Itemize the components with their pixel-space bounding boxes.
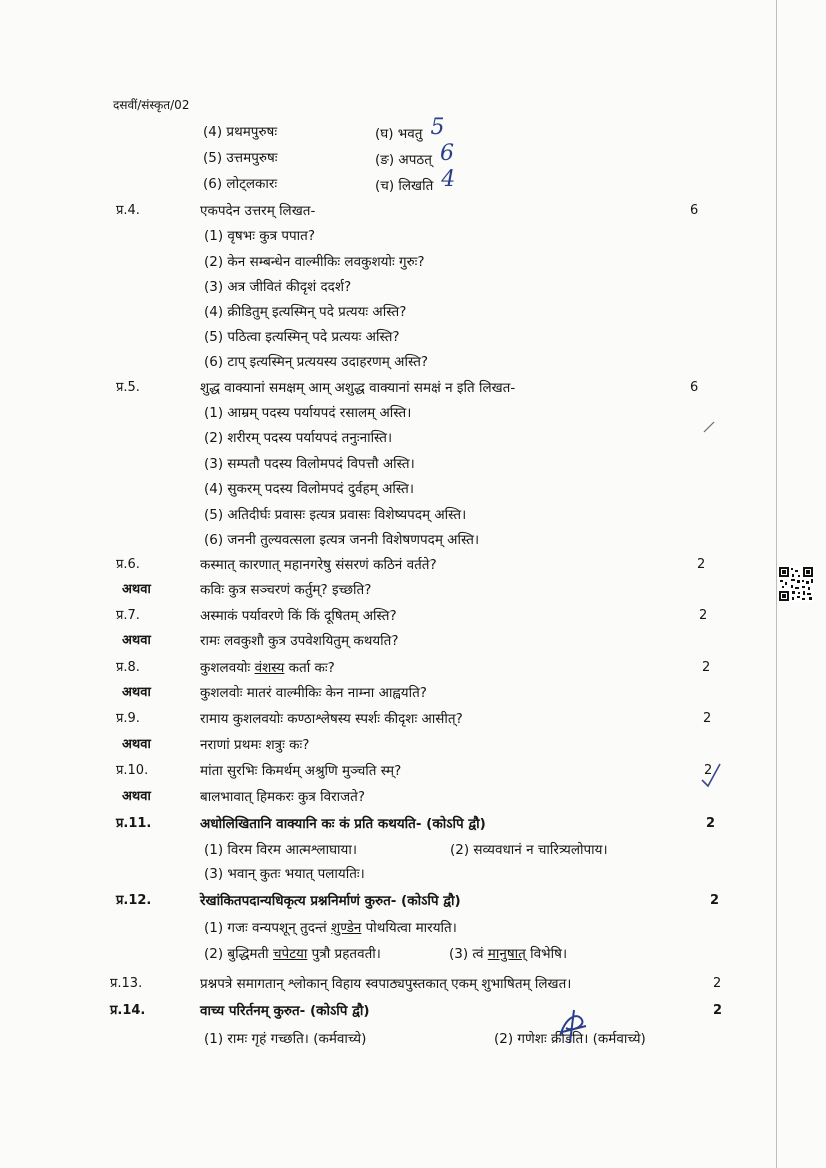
question-number: प्र.10. bbox=[116, 763, 149, 778]
list-item: (1) वृषभः कुत्र पपात? bbox=[204, 228, 316, 244]
question-text: कुशलवयोः वंशस्य कर्ता कः? bbox=[200, 660, 335, 676]
list-item: (2) गणेशः क्रीडति। (कर्मवाच्ये) bbox=[494, 1031, 646, 1047]
question-marks: 2 bbox=[713, 1003, 723, 1018]
question-marks: 6 bbox=[690, 203, 699, 218]
list-item: (3) अत्र जीवितं कीदृशं ददर्श? bbox=[204, 279, 352, 295]
question-title: वाच्य परिर्तनम् कुरुत- (कोऽपि द्वौ) bbox=[200, 1003, 370, 1019]
question-number: प्र.7. bbox=[116, 608, 140, 623]
match-row bbox=[0, 141, 826, 172]
underlined-word: शुण्डेन bbox=[331, 920, 362, 936]
list-item: (2) केन सम्बन्धेन वाल्मीकिः लवकुशयोः गुरुः? bbox=[204, 254, 425, 270]
question-number: प्र.5. bbox=[116, 380, 140, 395]
question-marks: 2 bbox=[704, 763, 713, 778]
match-right: (घ) भवतु bbox=[375, 126, 423, 142]
question-number: प्र.13. bbox=[110, 976, 143, 991]
or-label: अथवा bbox=[122, 789, 151, 804]
question-14 bbox=[0, 999, 826, 1025]
question-title: शुद्ध वाक्यानां समक्षम् आम् अशुद्ध वाक्यानां समक्षं न इति लिखत- bbox=[200, 380, 516, 396]
question-number: प्र.6. bbox=[116, 557, 140, 572]
list-item: (6) टाप् इत्यस्मिन् प्रत्ययस्य उदाहरणम् अस्ति? bbox=[204, 354, 429, 370]
question-12 bbox=[0, 889, 826, 915]
match-left: (6) लोट्लकारः bbox=[203, 176, 278, 192]
question-title: एकपदेन उत्तरम् लिखत- bbox=[200, 203, 316, 219]
alternate-question: कविः कुत्र सञ्चरणं कर्तुम्? इच्छति? bbox=[200, 582, 372, 598]
underlined-word: वंशस्य bbox=[254, 660, 285, 676]
alternate-question: कुशलवोः मातरं वाल्मीकिः केन नाम्ना आह्वयति? bbox=[200, 685, 427, 701]
question-marks: 2 bbox=[697, 557, 706, 572]
match-right: (ङ) अपठत् bbox=[375, 152, 432, 168]
list-item: (3) त्वं मानुषात् विभेषि। bbox=[449, 946, 568, 962]
match-left: (5) उत्तमपुरुषः bbox=[203, 150, 278, 166]
qr-code-icon bbox=[778, 566, 814, 602]
question-6 bbox=[0, 553, 826, 579]
question-13 bbox=[0, 972, 826, 998]
list-item: (5) अतिदीर्घः प्रवासः इत्यत्र प्रवासः विशेष्यपदम् अस्ति। bbox=[204, 507, 467, 523]
question-marks: 2 bbox=[703, 711, 712, 726]
list-item: (3) सम्पतौ पदस्य विलोमपदं विपत्तौ अस्ति। bbox=[204, 456, 415, 472]
list-item: (1) रामः गृहं गच्छति। (कर्मवाच्ये) bbox=[204, 1031, 367, 1047]
question-number: प्र.4. bbox=[116, 203, 140, 218]
list-item: (2) सव्यवधानं न चारित्र्यलोपाय। bbox=[450, 842, 608, 858]
or-label: अथवा bbox=[122, 737, 151, 752]
question-7 bbox=[0, 604, 826, 630]
question-title: रेखांकितपदान्यधिकृत्य प्रश्ननिर्माणं कुरुत- (कोऽपि द्वौ) bbox=[200, 893, 461, 909]
list-item: (1) विरम विरम आत्मश्लाघाया। bbox=[204, 842, 357, 858]
question-text: अस्माकं पर्यावरणे किं किं दूषितम् अस्ति? bbox=[200, 608, 397, 624]
question-9 bbox=[0, 707, 826, 733]
list-item: (6) जननी तुल्यवत्सला इत्यत्र जननी विशेषणपदम् अस्ति। bbox=[204, 532, 480, 548]
list-item: (5) पठित्वा इत्यस्मिन् पदे प्रत्ययः अस्ति? bbox=[204, 329, 400, 345]
underlined-word: मानुषात् bbox=[487, 946, 526, 962]
list-item: (4) क्रीडितुम् इत्यस्मिन् पदे प्रत्ययः अस्ति? bbox=[204, 304, 407, 320]
or-label: अथवा bbox=[122, 582, 151, 597]
question-8 bbox=[0, 656, 826, 682]
handwritten-answer: 5 bbox=[430, 115, 445, 140]
or-label: अथवा bbox=[122, 633, 151, 648]
check-mark-icon bbox=[700, 762, 722, 788]
alternate-question: बालभावात् हिमकरः कुत्र विराजते? bbox=[200, 789, 365, 805]
question-number: प्र.9. bbox=[116, 711, 140, 726]
pen-mark-icon bbox=[702, 420, 716, 434]
match-row bbox=[0, 167, 826, 198]
question-marks: 2 bbox=[699, 608, 708, 623]
or-label: अथवा bbox=[122, 685, 151, 700]
list-item: (2) शरीरम् पदस्य पर्यायपदं तनुःनास्ति। bbox=[204, 430, 393, 446]
question-text: प्रश्नपत्रे समागतान् श्लोकान् विहाय स्वपाठ्यपुस्तकात् एकम् शुभाषितम् लिखत। bbox=[200, 976, 572, 992]
list-item: (2) बुद्धिमती चपेटया पुत्रौ प्रहतवती। bbox=[204, 946, 381, 962]
question-marks: 2 bbox=[710, 893, 720, 908]
alternate-question: रामः लवकुशौ कुत्र उपवेशयितुम् कथयति? bbox=[200, 633, 399, 649]
question-text: मांता सुरभिः किमर्थम् अश्रुणि मुञ्चति स्म्? bbox=[200, 763, 402, 779]
signature-mark-icon bbox=[552, 1006, 592, 1046]
question-marks: 2 bbox=[713, 976, 722, 991]
question-text: रामाय कुशलवयोः कण्ठाश्लेषस्य स्पर्शः कीदृशः आसीत्? bbox=[200, 711, 463, 727]
handwritten-answer: 4 bbox=[441, 167, 456, 192]
list-item: (1) गजः वन्यपशून् तुदन्तं शुण्डेन पोथयित्वा मारयति। bbox=[204, 920, 457, 936]
handwritten-answer: 6 bbox=[439, 141, 454, 166]
list-item: (1) आम्रम् पदस्य पर्यायपदं रसालम् अस्ति। bbox=[204, 405, 412, 421]
question-4 bbox=[0, 199, 826, 225]
question-5 bbox=[0, 376, 826, 402]
list-item: (3) भवान् कुतः भयात् पलायतिः। bbox=[204, 866, 365, 882]
match-left: (4) प्रथमपुरुषः bbox=[203, 124, 278, 140]
match-row bbox=[0, 115, 826, 146]
question-marks: 2 bbox=[702, 660, 711, 675]
alternate-question: नराणां प्रथमः शत्रुः कः? bbox=[200, 737, 310, 753]
page-header: दसवीं/संस्कृत/02 bbox=[113, 98, 190, 112]
question-marks: 2 bbox=[706, 816, 716, 831]
question-11 bbox=[0, 812, 826, 838]
question-number: प्र.12. bbox=[116, 893, 152, 908]
question-title: अधोलिखितानि वाक्यानि कः कं प्रति कथयति- (कोऽपि द्वौ) bbox=[200, 816, 486, 832]
match-right: (च) लिखति bbox=[375, 178, 434, 194]
question-number: प्र.14. bbox=[110, 1003, 146, 1018]
question-marks: 6 bbox=[690, 380, 699, 395]
underlined-word: चपेटया bbox=[272, 946, 308, 962]
question-number: प्र.11. bbox=[116, 816, 152, 831]
list-item: (4) सुकरम् पदस्य विलोमपदं दुर्वहम् अस्ति। bbox=[204, 481, 414, 497]
question-text: कस्मात् कारणात् महानगरेषु संसरणं कठिनं वर्तते? bbox=[200, 557, 437, 573]
question-number: प्र.8. bbox=[116, 660, 140, 675]
